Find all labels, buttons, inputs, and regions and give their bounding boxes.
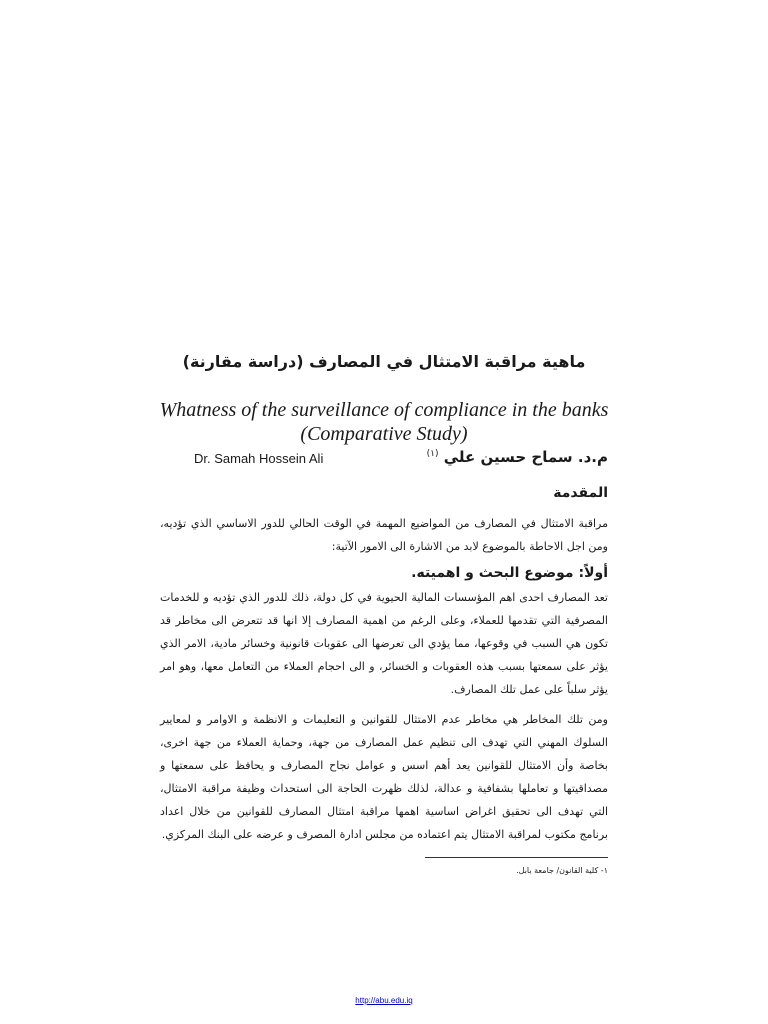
author-line	[160, 448, 608, 472]
section1-paragraph-2: ومن تلك المخاطر هي مخاطر عدم الامتثال للقوانين و التعليمات و الانظمة و الاوامر و لمعايير السلوك المهني التي تهدف الى تنظيم عمل المصارف من جهة، وحماية العملاء من جهة اخرى، بخاصة وأن الامتثال للقوانين يعد أهم اسس و عوامل نجاح المصارف و يحافظ على سمعتها و مصداقيتها و تعاملها بشفافية و عدالة، لذلك ظهرت الحاجة الى استحداث وظيفة مراقبة الامتثال، التي تهدف الى تحقيق اغراض اساسية اهمها مراقبة امتثال المصارف للقوانين من خلال اعداد برنامج مكتوب لمراقبة الامتثال يتم اعتماده من مجلس ادارة المصرف و عرضه على البنك المركزي.	[160, 713, 608, 841]
english-title-line2: (Comparative Study)	[300, 423, 468, 445]
intro-paragraph: مراقبة الامتثال في المصارف من المواضيع المهمة في الوقت الحالي للدور الاساسي الذي تؤديه، ومن اجل الاحاطة بالموضوع لابد من الاشارة الى الامور الآتية:	[160, 517, 608, 553]
english-title	[150, 398, 618, 446]
section1-paragraph-1: تعد المصارف احدى اهم المؤسسات المالية الحيوية في كل دولة، ذلك للدور الذي تؤديه و للخدمات المصرفية التي تقدمها للعملاء، وعلى الرغم من اهمية المصارف إلا انها قد تتعرض الى مخاطر قد تكون هي السبب في وقوعها، مما يؤدي الى تعرضها الى عقوبات قانونية وخسائر مادية، الامر الذي يؤثر على سمعتها بسبب هذه العقوبات و الخسائر، و الى احجام العملاء من التعامل معها، وهو امر يؤثر سلباً على عمل تلك المصارف.	[160, 591, 608, 696]
section1-heading: أولاً: موضوع البحث و اهميته.	[411, 565, 608, 581]
footer-url-link[interactable]: http://abu.edu.iq	[355, 996, 413, 1005]
intro-heading: المقدمة	[553, 485, 608, 501]
english-title-line1: Whatness of the surveillance of compliance in the banks	[159, 399, 609, 421]
author-name-english: Dr. Samah Hossein Ali	[194, 451, 324, 466]
author-name-arabic-text: م.د. سماح حسين علي	[443, 448, 608, 466]
footnote-divider	[425, 857, 608, 858]
arabic-title: ماهية مراقبة الامتثال في المصارف (دراسة مقارنة)	[182, 352, 586, 371]
author-name-arabic	[423, 448, 608, 466]
author-footnote-ref: (١)	[426, 449, 439, 459]
footnote: ١- كلية القانون/ جامعة بابل.	[516, 866, 608, 875]
